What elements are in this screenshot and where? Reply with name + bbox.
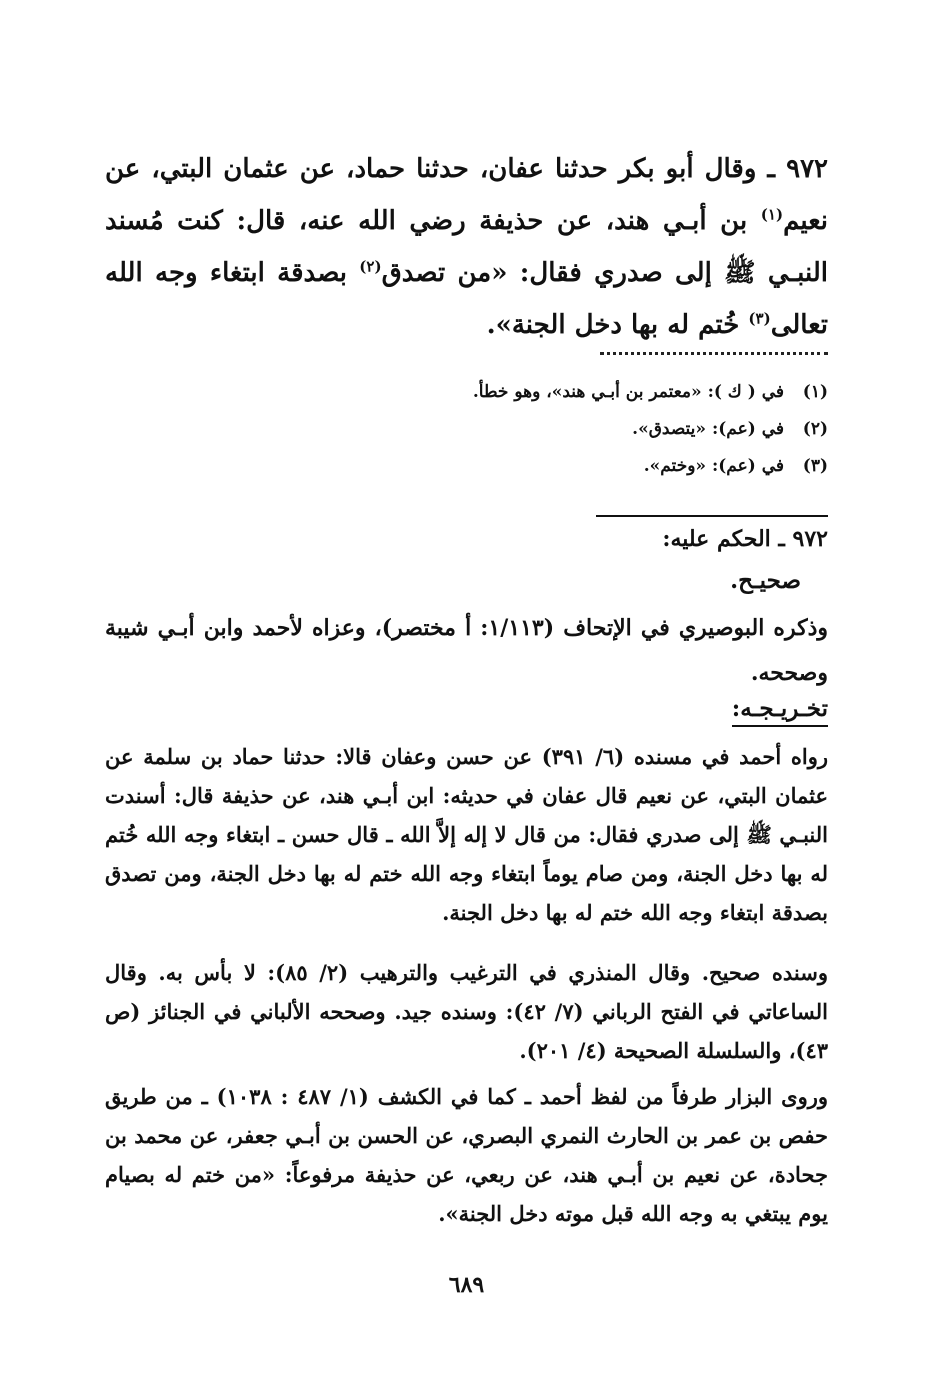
footnote-number: (١): [802, 382, 828, 402]
footnotes: [105, 374, 828, 485]
ruling-verdict: صحيـح.: [730, 567, 801, 594]
ruling-heading: ٩٧٢ ـ الحكم عليه:: [662, 526, 828, 552]
footnote-text: في (عم): «وختم».: [643, 456, 784, 476]
hadith-text-part-d: خُتم له بها دخل الجنة».: [486, 310, 740, 340]
section-divider: [596, 515, 828, 517]
footnote-number: (٢): [802, 419, 828, 439]
footnote-1: [105, 374, 828, 411]
hadith-number: ٩٧٢: [786, 154, 829, 184]
takhrij-paragraph-1: رواه أحمد في مسنده (٦/ ٣٩١) عن حسن وعفان قالا: حدثنا حماد بن سلمة عن عثمان البتي، عن نعيم قال عفان في حديثه: ابن أبـي هند، عن حذيفة قال: أسندت النبـي ﷺ إلى صدري فقال: من قال لا إله إلاَّ الله ـ قال حسن ـ ابتغاء وجه الله خُتم له بها دخل الجنة، ومن صام يوماً ابتغاء وجه الله ختم له بها دخل الجنة، ومن تصدق بصدقة ابتغاء وجه الله ختم له بها دخل الجنة.: [105, 744, 828, 925]
hadith-text-part-c: بصدقة ابتغاء وجه الله تعالى: [105, 258, 828, 340]
hadith-text-part-b: بن أبـي هند، عن حذيفة رضي الله عنه، قال: كنت مُسند النبـي ﷺ إلى صدري فقال: «من تصدق: [105, 206, 828, 288]
footnote-3: [105, 448, 828, 485]
footnote-separator: [600, 352, 828, 355]
hadith-text: [105, 143, 828, 351]
page-number: ٦٨٩: [448, 1272, 485, 1298]
footnote-marker-3: (٣): [748, 309, 771, 328]
takhrij-paragraph-3: وروى البزار طرفاً من لفظ أحمد ـ كما في الكشف (١/ ٤٨٧ : ١٠٣٨) ـ من طريق حفص بن عمر بن الحارث النمري البصري، عن الحسن بن أبـي جعفر، عن محمد بن جحادة، عن نعيم بن أبـي هند، عن ربعي، عن حذيفة مرفوعاً: «من ختم له بصيام يوم يبتغي به وجه الله قبل موته دخل الجنة».: [105, 1084, 829, 1226]
footnote-marker-1: (١): [760, 205, 784, 224]
footnote-text: في ( ك ): «معتمر بن أبـي هند»، وهو خطأ.: [472, 382, 784, 402]
footnote-2: [105, 411, 828, 448]
footnote-number: (٣): [802, 456, 828, 476]
footnote-marker-2: (٢): [359, 257, 382, 276]
takhrij-paragraph-2: وسنده صحيح. وقال المنذري في الترغيب والترهيب (٢/ ٨٥): لا بأس به. وقال الساعاتي في الفتح الرباني (٧/ ٤٢): وسنده جيد. وصححه الألباني في الجنائز (ص ٤٣)، والسلسلة الصحيحة (٤/ ٢٠١).: [105, 960, 829, 1063]
takhrij-heading: تخـريـجـه:: [732, 694, 828, 727]
busiri-paragraph: وذكره البوصيري في الإتحاف (١/١١٣: أ مختصر)، وعزاه لأحمد وابن أبـي شيبة وصححه.: [105, 615, 828, 686]
footnote-text: في (عم): «يتصدق».: [632, 419, 784, 439]
hadith-text-part-a: ـ وقال أبو بكر حدثنا عفان، حدثنا حماد، عن عثمان البتي، عن نعيم: [105, 154, 828, 236]
